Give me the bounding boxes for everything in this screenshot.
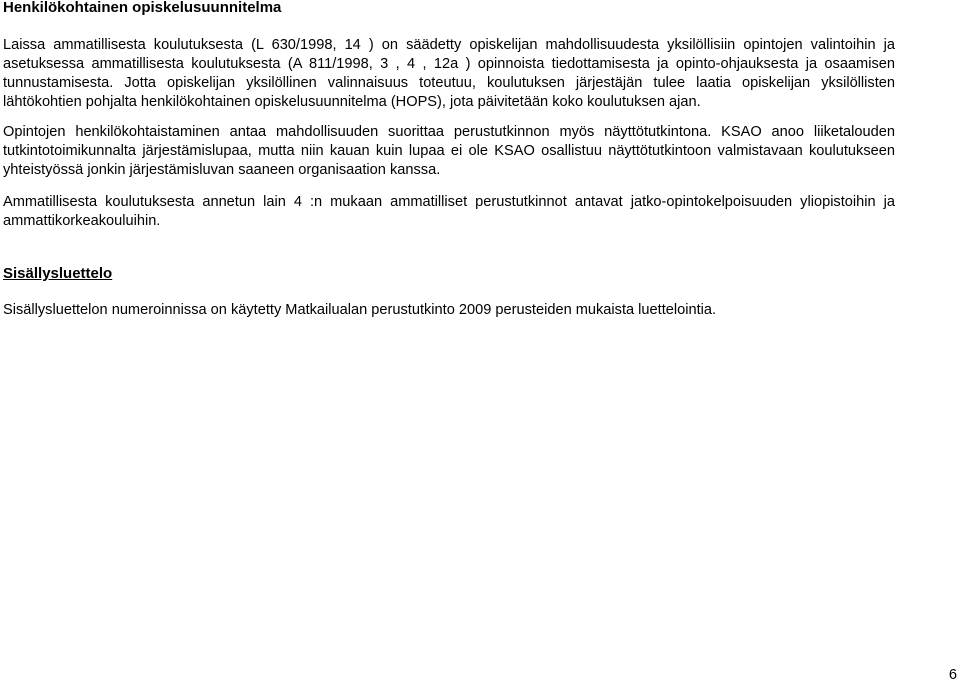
page-number: 6 bbox=[948, 667, 957, 683]
paragraph-contents-note: Sisällysluettelon numeroinnissa on käytetty Matkailualan perustutkinto 2009 perusteiden mukaista luettelointia. bbox=[3, 302, 717, 318]
page-title: Henkilökohtainen opiskelusuunnitelma bbox=[3, 0, 282, 16]
section-heading-contents: Sisällysluettelo bbox=[3, 265, 113, 282]
paragraph-personalisation: Opintojen henkilökohtaistaminen antaa mahdollisuuden suorittaa perustutkinnon myös näyttötutkintona. KSAO anoo liiketalouden tutkintotoimikunnalta järjestämislupaa, mutta niin kauan kuin lupaa ei ole KSAO osallistuu näyttötutkintoon valmistavaan koulutukseen yhteistyössä jonkin järjestämisluvan saaneen organisaation kanssa. bbox=[3, 124, 895, 178]
paragraph-legislation: Laissa ammatillisesta koulutuksesta (L 630/1998, 14 ) on säädetty opiskelijan mahdollisuudesta yksilöllisiin opintojen valintoihin ja asetuksessa ammatillisesta koulutuksesta (A 811/1998, 3 , 4 , 12a ) opinnoista tiedottamisesta ja opinto-ohjauksesta ja osaamisen tunnustamisesta. Jotta opiskelijan yksilöllinen valinnaisuus toteutuu, koulutuksen järjestäjän tulee laatia opiskelijan yksilöllisten lähtökohtien pohjalta henkilökohtainen opiskelusuunnitelma (HOPS), jota päivitetään koko koulutuksen ajan. bbox=[3, 37, 895, 110]
paragraph-eligibility: Ammatillisesta koulutuksesta annetun lain 4 :n mukaan ammatilliset perustutkinnot antavat jatko-opintokelpoisuuden yliopistoihin ja ammattikorkeakouluihin. bbox=[3, 194, 895, 229]
